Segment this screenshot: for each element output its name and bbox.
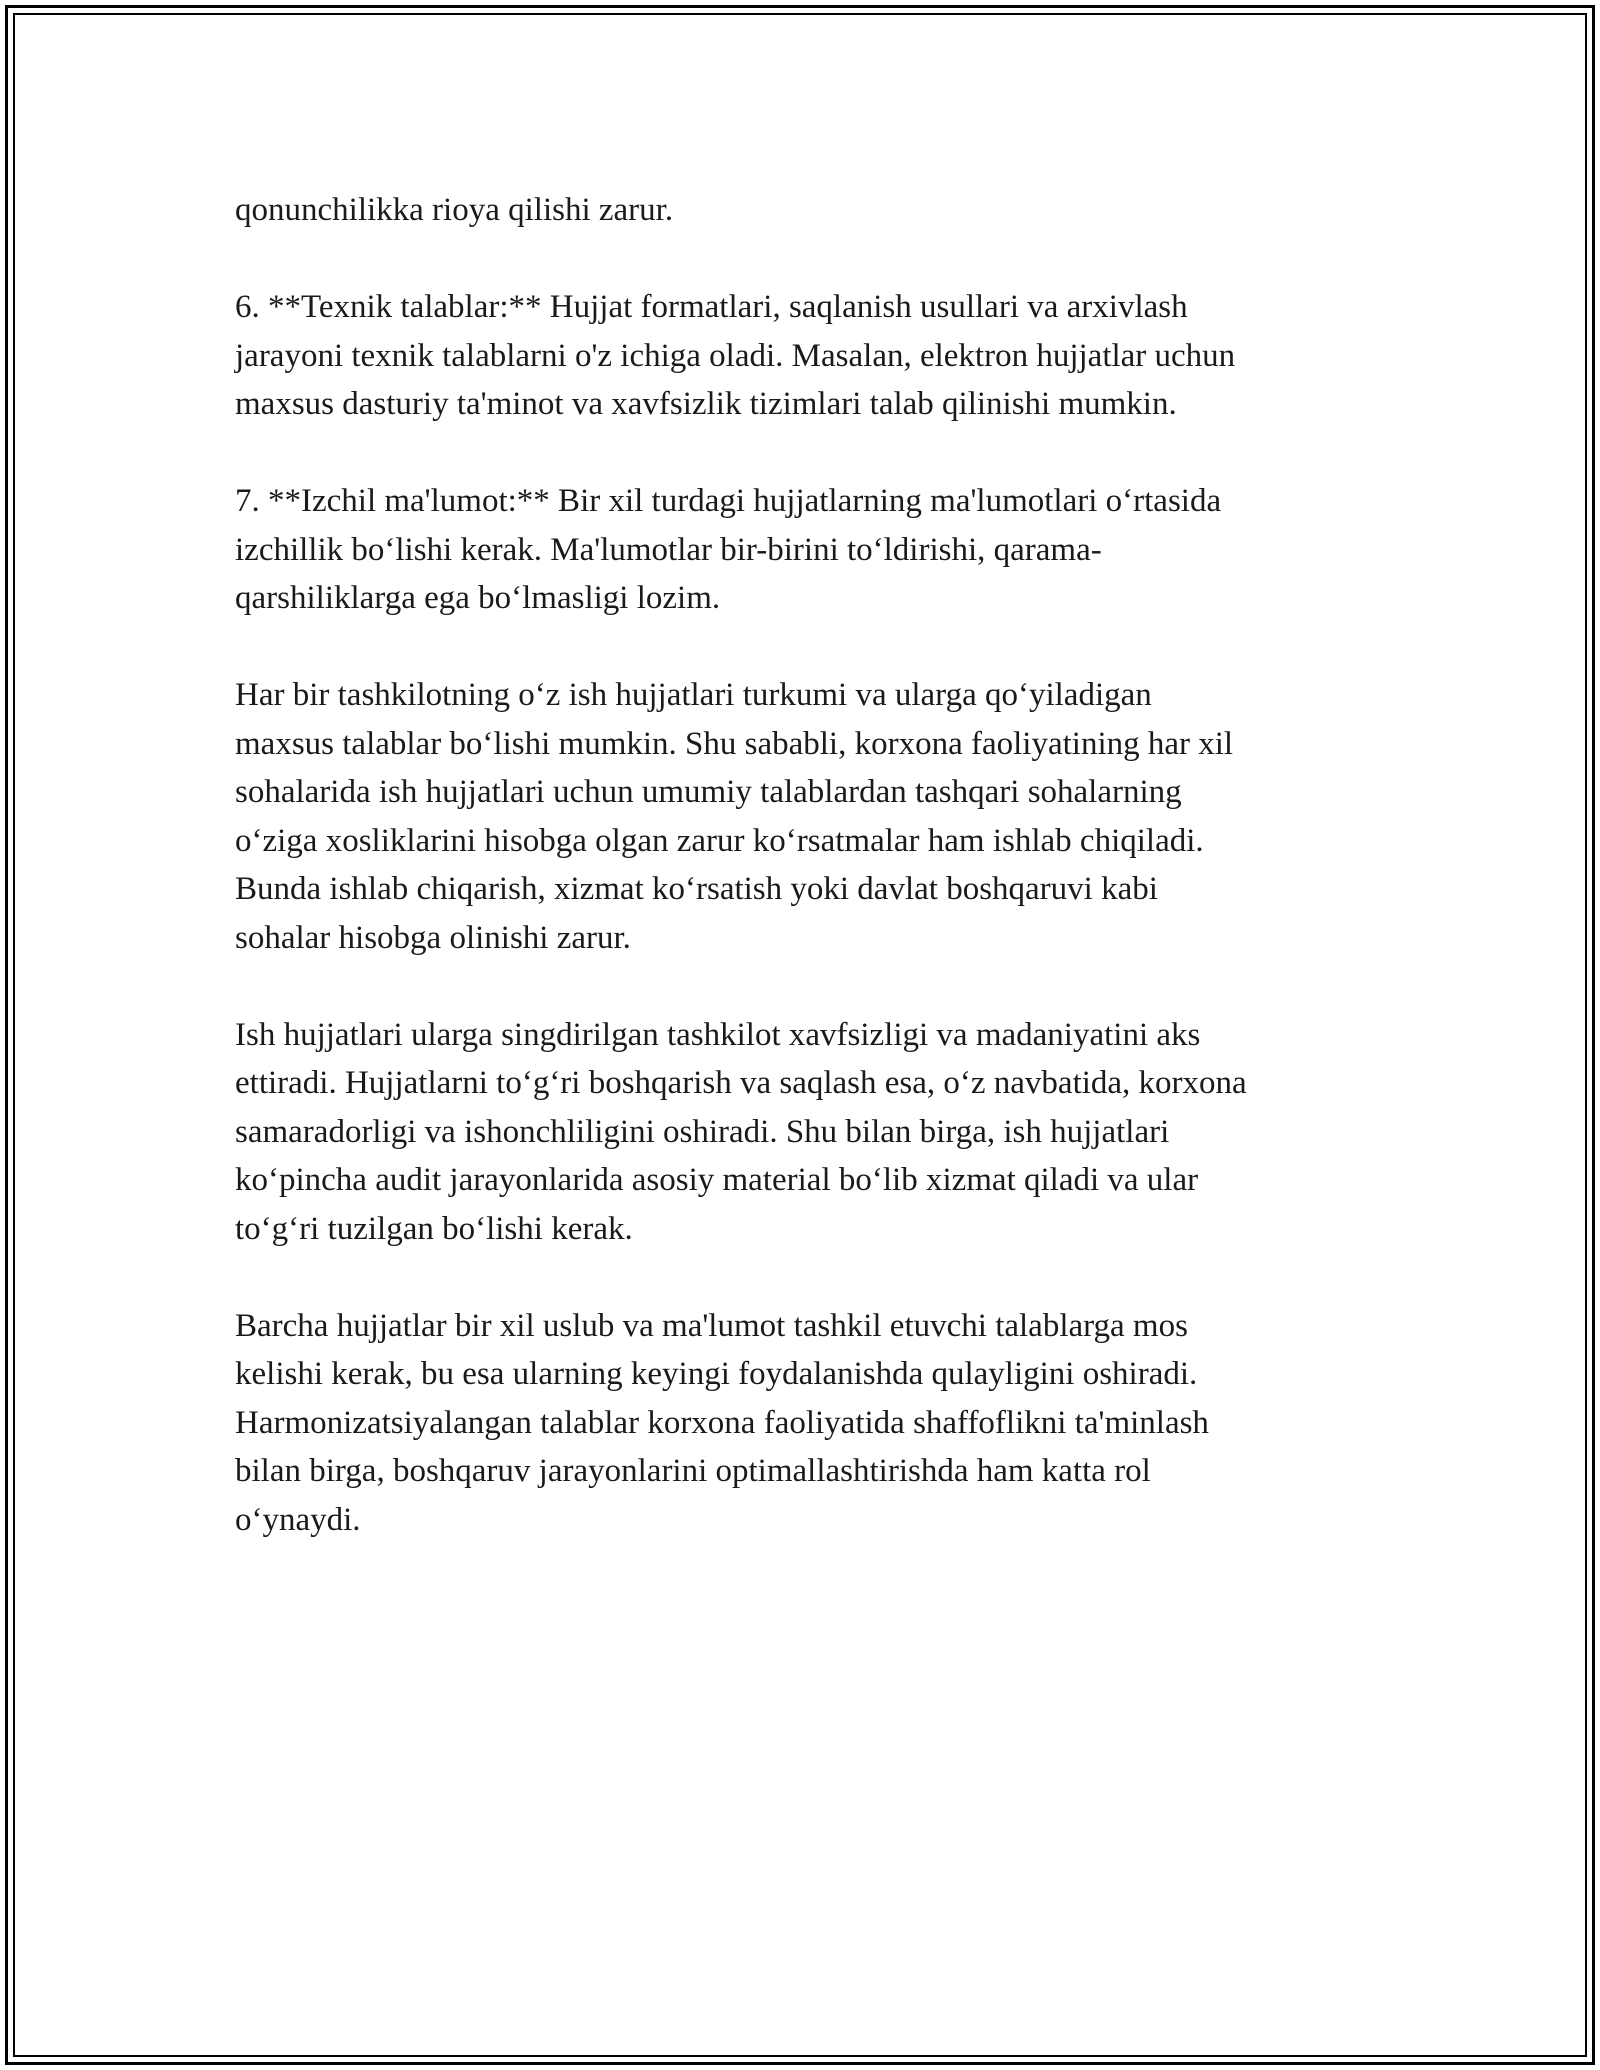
text-line: Bunda ishlab chiqarish, xizmat koʻrsatish yoki davlat boshqaruvi kabi xyxy=(235,871,1158,907)
paragraph-harmonization xyxy=(235,1302,1375,1545)
text-line: bilan birga, boshqaruv jarayonlarini optimallashtirishda ham katta rol xyxy=(235,1453,1151,1489)
paragraph-continuation xyxy=(235,186,1375,235)
document-body xyxy=(235,186,1375,1593)
text-line: oʻynaydi. xyxy=(235,1501,361,1538)
text-line: Ish hujjatlari ularga singdirilgan tashkilot xavfsizligi va madaniyatini aks xyxy=(235,1016,1201,1053)
text-line: sohalarida ish hujjatlari uchun umumiy talablardan tashqari sohalarning xyxy=(235,774,1182,810)
text-line: Har bir tashkilotning oʻz ish hujjatlari turkumi va ularga qoʻyiladigan xyxy=(235,677,1152,713)
text-line: maxsus dasturiy ta'minot va xavfsizlik tizimlari talab qilinishi mumkin. xyxy=(235,386,1177,422)
paragraph-consistent-information xyxy=(235,477,1375,623)
text-line: toʻgʻri tuzilgan boʻlishi kerak. xyxy=(235,1210,633,1247)
text-line: jarayoni texnik talablarni o'z ichiga oladi. Masalan, elektron hujjatlar uchun xyxy=(235,337,1236,374)
text-line: izchillik boʻlishi kerak. Ma'lumotlar bir-birini toʻldirishi, qarama- xyxy=(235,531,1102,568)
text-line: sohalar hisobga olinishi zarur. xyxy=(235,919,631,956)
text-line: qarshiliklarga ega boʻlmasligi lozim. xyxy=(235,580,721,616)
text-line: 6. **Texnik talablar:** Hujjat formatlari, saqlanish usullari va arxivlash xyxy=(235,289,1188,325)
paragraph-document-security xyxy=(235,1011,1375,1254)
text-line: 7. **Izchil ma'lumot:** Bir xil turdagi hujjatlarning ma'lumotlari oʻrtasida xyxy=(235,483,1222,519)
text-line: Harmonizatsiyalangan talablar korxona faoliyatida shaffoflikni ta'minlash xyxy=(235,1404,1209,1441)
text-line: koʻpincha audit jarayonlarida asosiy material boʻlib xizmat qiladi va ular xyxy=(235,1162,1199,1198)
text-line: kelishi kerak, bu esa ularning keyingi foydalanishda qulayligini oshiradi. xyxy=(235,1356,1198,1392)
text-line: oʻziga xosliklarini hisobga olgan zarur koʻrsatmalar ham ishlab chiqiladi. xyxy=(235,822,1204,859)
text-line: maxsus talablar boʻlishi mumkin. Shu sababli, korxona faoliyatining har xil xyxy=(235,725,1234,762)
text-line: ettiradi. Hujjatlarni toʻgʻri boshqarish va saqlash esa, oʻz navbatida, korxona xyxy=(235,1065,1247,1101)
text-line: Barcha hujjatlar bir xil uslub va ma'lumot tashkil etuvchi talablarga mos xyxy=(235,1307,1188,1344)
paragraph-technical-requirements xyxy=(235,283,1375,429)
text-line: qonunchilikka rioya qilishi zarur. xyxy=(235,192,674,228)
paragraph-organization-specifics xyxy=(235,671,1375,962)
text-line: samaradorligi va ishonchliligini oshiradi. Shu bilan birga, ish hujjatlari xyxy=(235,1113,1170,1150)
